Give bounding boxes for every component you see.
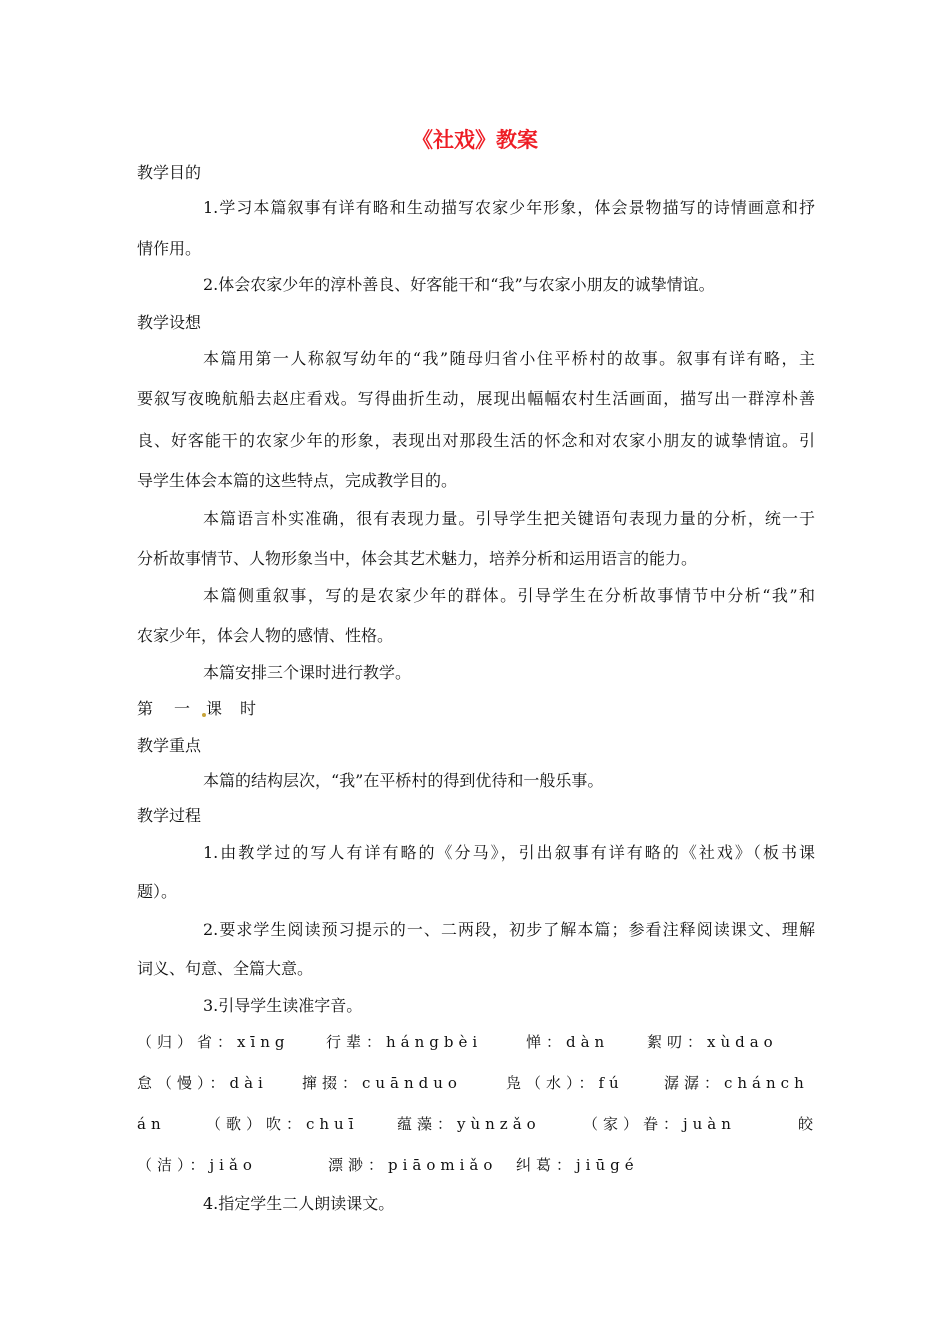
objective-1-line-2: 情作用。 bbox=[137, 239, 202, 258]
pinyin-item: （洁）：jiǎo bbox=[137, 1156, 257, 1174]
marker-dot bbox=[202, 713, 206, 717]
lesson-char-4: 时 bbox=[240, 699, 257, 718]
pinyin-item: 撺掇：cuānduo bbox=[302, 1074, 462, 1092]
process-step-4: 4.指定学生二人朗读课文。 bbox=[203, 1194, 395, 1213]
pinyin-item: 皎 bbox=[798, 1115, 814, 1133]
design-p1-line-4: 导学生体会本篇的这些特点，完成教学目的。 bbox=[137, 471, 458, 490]
lesson-char-2: 一 bbox=[174, 699, 191, 718]
process-step-1-line-2: 题）。 bbox=[137, 882, 178, 901]
section-heading-objectives: 教学目的 bbox=[137, 163, 202, 182]
design-p1-line-1: 本篇用第一人称叙写幼年的“我”随母归省小住平桥村的故事。叙事有详有略，主 bbox=[203, 349, 815, 368]
pinyin-item: 潺潺：chánch bbox=[664, 1074, 809, 1092]
pinyin-row-3 bbox=[137, 1114, 815, 1134]
pinyin-row-2 bbox=[137, 1073, 815, 1093]
pinyin-item: án bbox=[137, 1115, 166, 1133]
pinyin-item: 蕴藻：yùnzǎo bbox=[397, 1115, 541, 1133]
pinyin-item: （歌）吹：chuī bbox=[206, 1115, 359, 1133]
lesson-heading bbox=[137, 699, 277, 719]
pinyin-item: 怠（慢）：dài bbox=[137, 1074, 268, 1092]
pinyin-item: 惮：dàn bbox=[526, 1033, 610, 1051]
design-p1-line-3: 良、好客能干的农家少年的形象，表现出对那段生活的怀念和对农家小朋友的诚挚情谊。引 bbox=[137, 431, 815, 450]
process-step-1-line-1: 1.由教学过的写人有详有略的《分马》，引出叙事有详有略的《社戏》（板书课 bbox=[203, 843, 815, 862]
pinyin-item: 行辈：hángbèi bbox=[326, 1033, 483, 1051]
lesson-char-1: 第 bbox=[137, 699, 154, 718]
pinyin-item: 纠葛：jiūgé bbox=[516, 1156, 639, 1174]
objective-2: 2.体会农家少年的淳朴善良、好客能干和“我”与农家小朋友的诚挚情谊。 bbox=[203, 275, 715, 294]
process-step-2-line-2: 词义、句意、全篇大意。 bbox=[137, 959, 314, 978]
process-step-3: 3.引导学生读准字音。 bbox=[203, 996, 363, 1015]
pinyin-item: 凫（水）：fú bbox=[506, 1074, 624, 1092]
design-p2-line-1: 本篇语言朴实准确，很有表现力量。引导学生把关键语句表现力量的分析，统一于 bbox=[203, 509, 815, 528]
pinyin-row-4 bbox=[137, 1155, 815, 1175]
objective-1-line-1: 1.学习本篇叙事有详有略和生动描写农家少年形象，体会景物描写的诗情画意和抒 bbox=[203, 198, 815, 217]
design-p4: 本篇安排三个课时进行教学。 bbox=[203, 663, 412, 682]
lesson-char-3: 课 bbox=[206, 699, 223, 718]
pinyin-item: 絮叨：xùdao bbox=[647, 1033, 778, 1051]
pinyin-item: （家）眷：juàn bbox=[583, 1115, 736, 1133]
pinyin-row-1 bbox=[137, 1032, 815, 1052]
section-heading-design: 教学设想 bbox=[137, 313, 202, 332]
pinyin-item: （归）省：xīng bbox=[137, 1033, 290, 1051]
pinyin-item: 漂渺：piāomiǎo bbox=[328, 1156, 498, 1174]
design-p3-line-2: 农家少年，体会人物的感情、性格。 bbox=[137, 626, 394, 645]
section-heading-focus: 教学重点 bbox=[137, 736, 202, 755]
section-heading-process: 教学过程 bbox=[137, 806, 202, 825]
focus-text: 本篇的结构层次，“我”在平桥村的得到优待和一般乐事。 bbox=[203, 771, 604, 790]
design-p2-line-2: 分析故事情节、人物形象当中，体会其艺术魅力，培养分析和运用语言的能力。 bbox=[137, 549, 698, 568]
design-p1-line-2: 要叙写夜晚航船去赵庄看戏。写得曲折生动，展现出幅幅农村生活画面，描写出一群淳朴善 bbox=[137, 389, 815, 408]
process-step-2-line-1: 2.要求学生阅读预习提示的一、二两段，初步了解本篇；参看注释阅读课文、理解 bbox=[203, 920, 815, 939]
document-title: 《社戏》教案 bbox=[412, 128, 538, 152]
design-p3-line-1: 本篇侧重叙事，写的是农家少年的群体。引导学生在分析故事情节中分析“我”和 bbox=[203, 586, 815, 605]
